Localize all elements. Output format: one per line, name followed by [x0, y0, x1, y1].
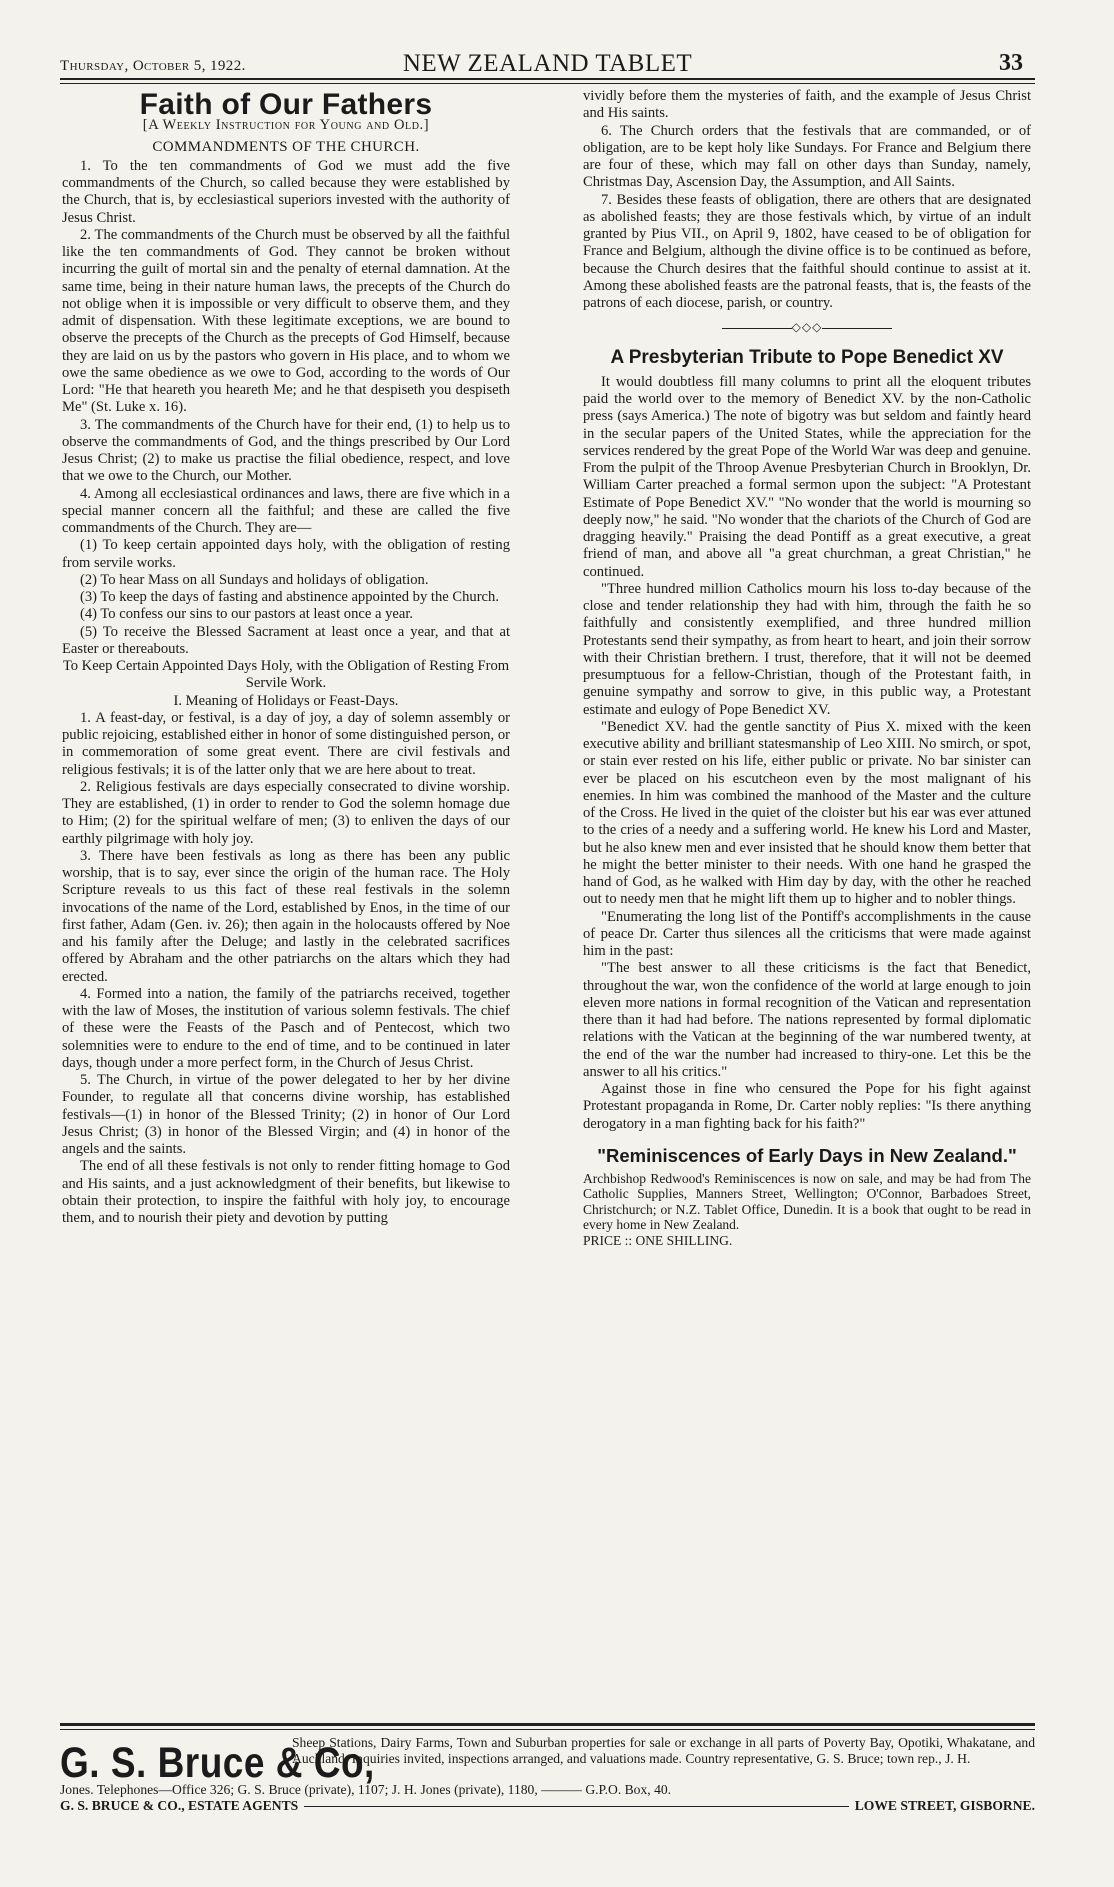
paragraph: "The best answer to all these criticisms is the fact that Benedict, throughout the war, won the confidence of the world at large enough to join eleven more nations in formal recognition of the Vatican and representation there than it had had before. The nations represented by formal diplomatic relations with the Vatican at the beginning of the war numbered twenty, at the end of the war the number had increased to thiry-one. Let this be the answer to all his critics." [583, 960, 1031, 1080]
advertiser-brand: G. S. Bruce & Co, [60, 1739, 375, 1787]
paragraph: 4. Among all ecclesiastical ordinances and laws, there are five which in a special manner concern all the faithful; and these are called the five commandments of the Church. They are— [62, 485, 510, 536]
issue-date: Thursday, October 5, 1922. [60, 58, 246, 74]
agents-address: LOWE STREET, GISBORNE. [854, 1798, 1035, 1813]
paragraph: 3. There have been festivals as long as there has been any public worship, that is to say, ever since the origin of the human race. The Holy Scripture reveals to us this fact of these real festivals in the solemn invocations of the name of the Lord, established by Enos, in the time of our first father, Adam (Gen. iv. 26); then again in the holocausts offered by Noe and his family after the Deluge; and lastly in the celebrated sacrifices offered by Abraham and the other patriarchs on the altars which they had erected. [62, 847, 510, 985]
paragraph: It would doubtless fill many columns to print all the eloquent tributes paid the world over to the memory of Benedict XV. by the non-Catholic press (says America.) The note of bigotry was but seldom and faintly heard in the secular papers of the United States, while the appreciation for the services rendered by the great Pope of the World War was deep and genuine. From the pulpit of the Throop Avenue Presbyterian Church in Brooklyn, Dr. William Carter preached a formal sermon upon the subject: "A Protestant Estimate of Pope Benedict XV." "No wonder that the world is mourning so deeply now," he said. "No wonder that the chariots of the Church of God are dragging heavily." Praising the dead Pontiff as a great executive, a great friend of man, and above all "a great churchman, a great Christian," he continued. [583, 373, 1031, 580]
page-header [60, 50, 1035, 80]
section-divider [583, 319, 1031, 336]
paragraph: 2. Religious festivals are days especially consecrated to divine worship. They are established, (1) in order to render to God the solemn homage due to Him; (2) for the spiritual welfare of men; (3) to enliven the days of our earthly pilgrimage with holy joy. [62, 778, 510, 847]
footer-rule [60, 1723, 1035, 1726]
footer-rule-thin [60, 1729, 1035, 1730]
commandment-item: (3) To keep the days of fasting and abstinence appointed by the Church. [80, 589, 499, 605]
subheading-keep-holy: To Keep Certain Appointed Days Holy, with the Obligation of Resting From Servile Work. [62, 658, 510, 692]
subheading-meaning: I. Meaning of Holidays or Feast-Days. [173, 692, 399, 709]
paragraph: 3. The commandments of the Church have for their end, (1) to help us to observe the commandments of God, and the things prescribed by Our Lord Jesus Christ; (2) to make us practise the filial obedience, respect, and love that we owe to the Church, our Mother. [62, 416, 510, 485]
footer-advert [60, 1735, 1035, 1830]
advert-blurb: Sheep Stations, Dairy Farms, Town and Suburban properties for sale or exchange in all parts of Poverty Bay, Opotiki, Whakatane, and Auckland. Inquiries invited, inspections arranged, and valuations made. Country representative, G. S. Bruce; town rep., J. H. [292, 1735, 1035, 1766]
advert-agents-line [60, 1798, 1035, 1814]
paragraph: "Benedict XV. had the gentle sanctity of Pius X. mixed with the keen executive ability and brilliant statesmanship of Leo XIII. No smirch, or spot, or stain ever rested on his life, either public or private. No bar sinister can ever be placed on his escutcheon even by the most malignant of his enemies. In him was combined the manhood of the Master and the culture of the Cross. He lived in the quiet of the cloister but his ear was ever attuned to the cries of a needy and a suffering world. He knew his Lord and Master, but he also knew men and ever insisted that he should know them better that he might the better minister to their needs. With one hand he grasped the hand of God, as he walked with Him day by day, with the other he reached out to needy men that he might lift them up to higher and to nobler things. [583, 718, 1031, 908]
advert-contacts: Jones. Telephones—Office 326; G. S. Bruce (private), 1107; J. H. Jones (private), 1180, ——— G.P.O. Box, 40. [60, 1782, 672, 1797]
paragraph: 1. A feast-day, or festival, is a day of joy, a day of solemn assembly or public rejoicing, established either in honor of some distinguished person, or in commemoration of some great event. There are civil festivals and religious festivals; it is of the latter only that we are here about to treat. [62, 709, 510, 778]
header-rule-thin [60, 83, 1035, 84]
paragraph: Against those in fine who censured the Pope for his fight against Protestant propaganda in Rome, Dr. Carter nobly replies: "Is there anything derogatory in a man fighting back for his faith?" [583, 1081, 1031, 1132]
masthead: NEW ZEALAND TABLET [402, 50, 693, 77]
paragraph: 1. To the ten commandments of God we must add the five commandments of the Church, so called because they were established by the Church, that is, by ecclesiastical superiors invested with the authority of Jesus Christ. [62, 157, 510, 226]
paragraph: 4. Formed into a nation, the family of the patriarchs received, together with the law of Moses, the institution of various solemn festivals. The chief of these were the Feasts of the Pasch and of Pentecost, which two solemnities were to endure to the end of time, and to be continued in later days, though under a more perfect form, in the Church of Jesus Christ. [62, 985, 510, 1071]
header-rule [60, 78, 1035, 80]
section-heading-commandments: COMMANDMENTS OF THE CHURCH. [152, 138, 420, 155]
commandment-item: (5) To receive the Blessed Sacrament at least once a year, and that at Easter or thereabouts. [62, 623, 510, 657]
paragraph: 7. Besides these feasts of obligation, there are others that are designated as abolished feasts; they are those festivals which, by virtue of an indult granted by Pius VII., on April 9, 1802, have ceased to be of obligation for France and Belgium, although the divine office is to be continued as before, because the Church desires that the faithful should continue to assist at it. Among these abolished feasts are the patronal feasts, that is, the feasts of the patrons of each diocese, parish, or country. [583, 191, 1031, 311]
leader-line [304, 1806, 849, 1807]
paragraph: 5. The Church, in virtue of the power delegated to her by her divine Founder, to regulate all that concerns divine worship, has established festivals—(1) in honor of the Blessed Trinity; (2) in honor of Our Lord Jesus Christ; (3) in honor of the Blessed Virgin; and (4) in honor of the angels and the saints. [62, 1072, 510, 1157]
article-title-faith: Faith of Our Fathers [139, 88, 433, 121]
advert-body: Archbishop Redwood's Reminiscences is now on sale, and may be had from The Catholic Supplies, Manners Street, Wellington; O'Connor, Barbadoes Street, Christchurch; or N.Z. Tablet Office, Dunedin. It is a book that ought to be read in every home in New Zealand. [583, 1171, 1031, 1233]
paragraph: 2. The commandments of the Church must be observed by all the faithful like the ten commandments of God. They cannot be broken without incurring the guilt of mortal sin and the penalty of eternal damnation. At the same time, being in their nature human laws, the precepts of the Church do not oblige when it is impossible or very difficult to observe them, and they admit of dispensation. With these legitimate exceptions, we are bound to observe the precepts of the Church as the precepts of God Himself, because they are laid on us by the pastors who govern in His place, and to whom we owe the same obedience as we owe to God, according to the words of Our Lord: "He that heareth you heareth Me; and he that despiseth you despiseth Me" (St. Luke x. 16). [62, 226, 510, 416]
right-column [583, 88, 1031, 1248]
paragraph-continued: vividly before them the mysteries of faith, and the example of Jesus Christ and His saints. [583, 88, 1031, 122]
left-column [62, 88, 510, 1227]
page-number: 33 [999, 50, 1023, 76]
article-subtitle: [A Weekly Instruction for Young and Old.] [142, 117, 430, 134]
paragraph: "Three hundred million Catholics mourn his loss to-day because of the close and tender relationship they had with him, through the faith he so faithfully and consistently exemplified, and three hundred million Protestants send their sympathy, as from heart to heart, and join their sorrow with their Christian brethern. I trust, therefore, that it will not be deemed presumptuous for a fellow-Christian, though of the Protestant faith, in genuine sympathy and sorrow to give, in this public way, a Protestant estimate and eulogy of Pope Benedict XV. [583, 580, 1031, 718]
divider-ornament: ◇◇◇ [791, 320, 823, 335]
commandment-item: (4) To confess our sins to our pastors at least once a year. [80, 606, 414, 623]
paragraph: The end of all these festivals is not only to render fitting homage to God and His saints, and a just acknowledgment of their benefits, but likewise to obtain their protection, to inspire the faithful with holy joy, to encourage them, and to nourish their piety and devotion by putting [62, 1158, 510, 1226]
paragraph: 6. The Church orders that the festivals that are commanded, or of obligation, are to be kept holy like Sundays. For France and Belgium there are four of these, which may fall on other days than Sunday, namely, Christmas Day, Ascension Day, the Assumption, and All Saints. [583, 122, 1031, 191]
commandment-item: (1) To keep certain appointed days holy, with the obligation of resting from servile works. [62, 537, 510, 571]
reminiscences-advert [583, 1144, 1031, 1248]
advert-title: "Reminiscences of Early Days in New Zealand." [597, 1144, 1017, 1166]
agents-name: G. S. BRUCE & CO., ESTATE AGENTS [60, 1798, 299, 1813]
article-title-tribute: A Presbyterian Tribute to Pope Benedict XV [610, 346, 1004, 368]
paragraph: "Enumerating the long list of the Pontiff's accomplishments in the cause of peace Dr. Carter thus silences all the criticisms that were made against him in the past: [583, 908, 1031, 959]
commandment-item: (2) To hear Mass on all Sundays and holidays of obligation. [80, 571, 429, 588]
advert-price: PRICE :: ONE SHILLING. [583, 1232, 733, 1248]
